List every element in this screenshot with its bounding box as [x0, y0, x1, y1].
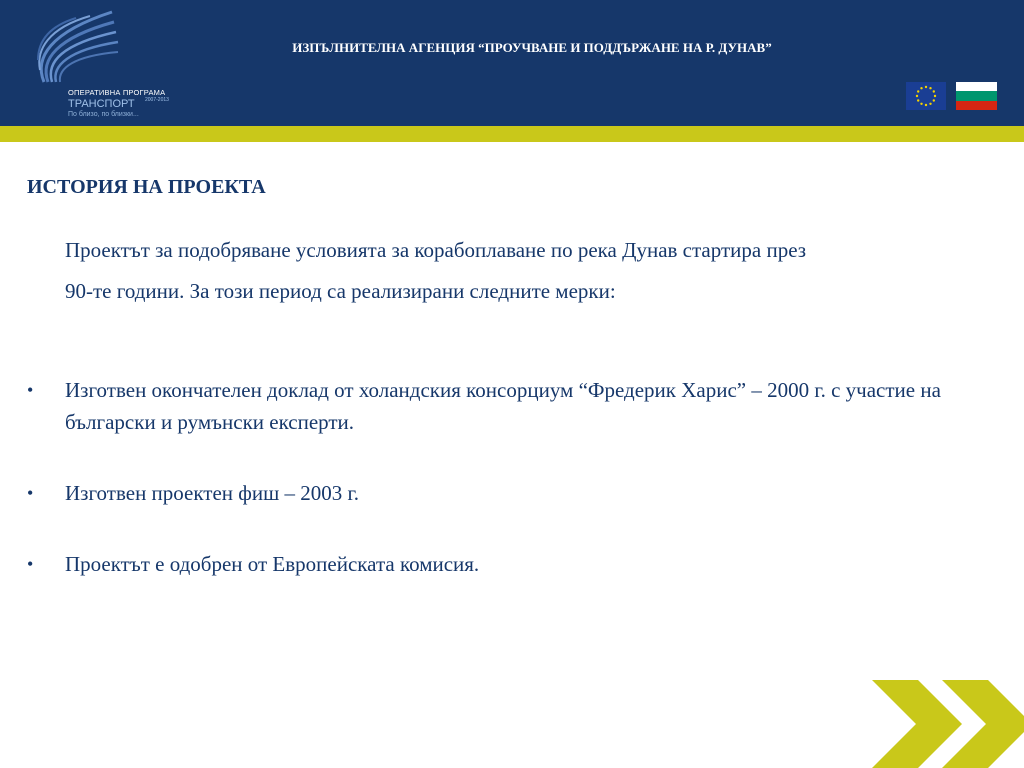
- list-item-text: Изготвен окончателен доклад от холандския консорциум “Фредерик Харис” – 2000 г. с участие на български и румънски експерти.: [65, 378, 941, 434]
- logo-transport-label: ТРАНСПОРТ: [68, 98, 135, 110]
- list-item: [27, 374, 1007, 438]
- eu-flag-icon: [906, 82, 946, 110]
- double-chevron-right-icon: [872, 680, 1024, 768]
- agency-title: ИЗПЪЛНИТЕЛНА АГЕНЦИЯ “ПРОУЧВАНЕ И ПОДДЪРЖАНЕ НА Р. ДУНАВ”: [292, 40, 772, 55]
- logo-slogan: По близо, по близки...: [68, 111, 139, 118]
- section-title: ИСТОРИЯ НА ПРОЕКТА: [27, 176, 266, 198]
- list-item: [27, 477, 1007, 509]
- bullet-icon: •: [27, 554, 34, 574]
- intro-paragraph: [65, 230, 995, 312]
- list-item: [27, 548, 1007, 580]
- list-item-text: Изготвен проектен фиш – 2003 г.: [65, 481, 360, 505]
- logo-years-label: 2007-2013: [145, 97, 169, 103]
- bullet-icon: •: [27, 483, 34, 503]
- measures-list: [27, 374, 1007, 580]
- transport-program-logo: [28, 10, 188, 118]
- intro-line-1: Проектът за подобряване условията за корабоплаване по река Дунав стартира през: [65, 238, 807, 262]
- header-banner: [0, 0, 1024, 126]
- list-item-text: Проектът е одобрен от Европейската комисия.: [65, 552, 480, 576]
- logo-program-label: ОПЕРАТИВНА ПРОГРАМА: [68, 88, 166, 97]
- bulgarian-flag-icon: [956, 82, 997, 110]
- intro-line-2: 90-те години. За този период са реализирани следните мерки:: [65, 279, 616, 303]
- bullet-icon: •: [27, 380, 34, 400]
- accent-stripe: [0, 126, 1024, 142]
